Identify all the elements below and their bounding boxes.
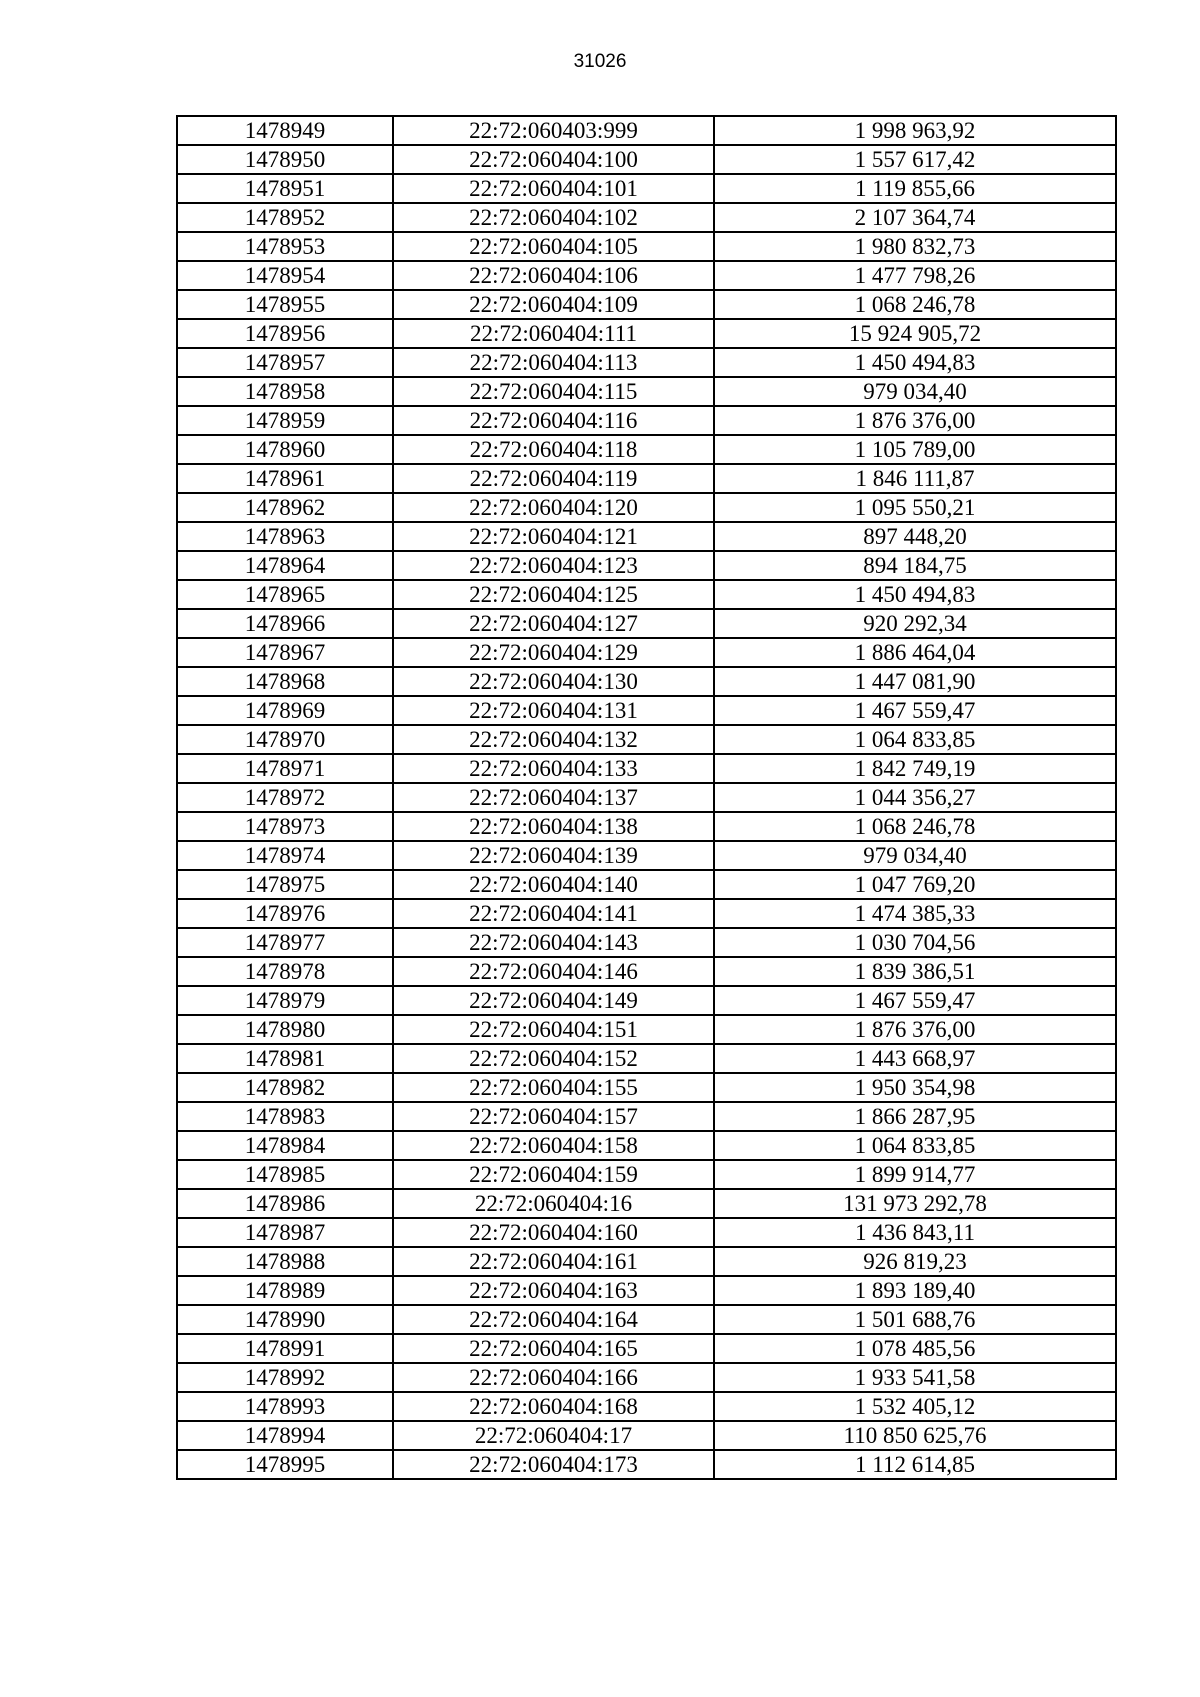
row-number-cell: 1478968 xyxy=(177,667,393,696)
row-number-cell: 1478958 xyxy=(177,377,393,406)
cadastral-number-cell: 22:72:060404:129 xyxy=(393,638,714,667)
cadastral-number-cell: 22:72:060404:155 xyxy=(393,1073,714,1102)
cadastral-number-cell: 22:72:060404:163 xyxy=(393,1276,714,1305)
cadastral-value-cell: 1 467 559,47 xyxy=(714,696,1116,725)
cadastral-value-cell: 110 850 625,76 xyxy=(714,1421,1116,1450)
cadastral-value-cell: 1 557 617,42 xyxy=(714,145,1116,174)
row-number-cell: 1478957 xyxy=(177,348,393,377)
cadastral-value-cell: 1 450 494,83 xyxy=(714,348,1116,377)
row-number-cell: 1478950 xyxy=(177,145,393,174)
cadastral-value-cell: 1 105 789,00 xyxy=(714,435,1116,464)
cadastral-value-cell: 1 474 385,33 xyxy=(714,899,1116,928)
cadastral-number-cell: 22:72:060404:164 xyxy=(393,1305,714,1334)
cadastral-value-cell: 1 501 688,76 xyxy=(714,1305,1116,1334)
cadastral-value-cell: 979 034,40 xyxy=(714,377,1116,406)
table-row xyxy=(177,1160,1116,1189)
table-row xyxy=(177,464,1116,493)
table-row xyxy=(177,522,1116,551)
cadastral-number-cell: 22:72:060404:16 xyxy=(393,1189,714,1218)
table-row xyxy=(177,870,1116,899)
cadastral-number-cell: 22:72:060404:161 xyxy=(393,1247,714,1276)
row-number-cell: 1478974 xyxy=(177,841,393,870)
row-number-cell: 1478961 xyxy=(177,464,393,493)
row-number-cell: 1478980 xyxy=(177,1015,393,1044)
table-row xyxy=(177,1450,1116,1479)
cadastral-number-cell: 22:72:060404:17 xyxy=(393,1421,714,1450)
cadastral-number-cell: 22:72:060404:109 xyxy=(393,290,714,319)
cadastral-value-cell: 1 839 386,51 xyxy=(714,957,1116,986)
cadastral-value-cell: 894 184,75 xyxy=(714,551,1116,580)
row-number-cell: 1478983 xyxy=(177,1102,393,1131)
cadastral-number-cell: 22:72:060404:130 xyxy=(393,667,714,696)
cadastral-value-cell: 1 532 405,12 xyxy=(714,1392,1116,1421)
table-row xyxy=(177,551,1116,580)
cadastral-value-cell: 1 119 855,66 xyxy=(714,174,1116,203)
table-row xyxy=(177,1392,1116,1421)
cadastral-number-cell: 22:72:060404:133 xyxy=(393,754,714,783)
table-row xyxy=(177,696,1116,725)
cadastral-value-cell: 1 998 963,92 xyxy=(714,116,1116,145)
row-number-cell: 1478971 xyxy=(177,754,393,783)
table-body xyxy=(177,116,1116,1479)
row-number-cell: 1478955 xyxy=(177,290,393,319)
cadastral-value-cell: 1 078 485,56 xyxy=(714,1334,1116,1363)
cadastral-value-cell: 15 924 905,72 xyxy=(714,319,1116,348)
row-number-cell: 1478986 xyxy=(177,1189,393,1218)
table-row xyxy=(177,203,1116,232)
cadastral-value-cell: 1 933 541,58 xyxy=(714,1363,1116,1392)
cadastral-number-cell: 22:72:060404:132 xyxy=(393,725,714,754)
cadastral-value-cell: 1 477 798,26 xyxy=(714,261,1116,290)
cadastral-number-cell: 22:72:060404:160 xyxy=(393,1218,714,1247)
cadastral-value-cell: 1 886 464,04 xyxy=(714,638,1116,667)
cadastral-value-cell: 1 450 494,83 xyxy=(714,580,1116,609)
cadastral-number-cell: 22:72:060404:123 xyxy=(393,551,714,580)
row-number-cell: 1478973 xyxy=(177,812,393,841)
cadastral-number-cell: 22:72:060404:140 xyxy=(393,870,714,899)
row-number-cell: 1478982 xyxy=(177,1073,393,1102)
row-number-cell: 1478959 xyxy=(177,406,393,435)
row-number-cell: 1478967 xyxy=(177,638,393,667)
row-number-cell: 1478949 xyxy=(177,116,393,145)
cadastral-value-cell: 1 876 376,00 xyxy=(714,406,1116,435)
cadastral-value-cell: 1 980 832,73 xyxy=(714,232,1116,261)
cadastral-value-cell: 1 044 356,27 xyxy=(714,783,1116,812)
cadastral-value-cell: 1 846 111,87 xyxy=(714,464,1116,493)
cadastral-value-cell: 1 095 550,21 xyxy=(714,493,1116,522)
table-row xyxy=(177,638,1116,667)
page-number: 31026 xyxy=(573,51,627,72)
row-number-cell: 1478960 xyxy=(177,435,393,464)
table-row xyxy=(177,145,1116,174)
cadastral-number-cell: 22:72:060404:137 xyxy=(393,783,714,812)
cadastral-value-cell: 1 447 081,90 xyxy=(714,667,1116,696)
table-row xyxy=(177,986,1116,1015)
cadastral-number-cell: 22:72:060404:151 xyxy=(393,1015,714,1044)
table-row xyxy=(177,580,1116,609)
table-row xyxy=(177,319,1116,348)
row-number-cell: 1478962 xyxy=(177,493,393,522)
table-row xyxy=(177,1247,1116,1276)
cadastral-number-cell: 22:72:060404:141 xyxy=(393,899,714,928)
table-row xyxy=(177,725,1116,754)
cadastral-value-cell: 1 064 833,85 xyxy=(714,1131,1116,1160)
cadastral-value-cell: 1 876 376,00 xyxy=(714,1015,1116,1044)
table-row xyxy=(177,667,1116,696)
cadastral-number-cell: 22:72:060404:166 xyxy=(393,1363,714,1392)
cadastral-value-cell: 979 034,40 xyxy=(714,841,1116,870)
cadastral-number-cell: 22:72:060404:152 xyxy=(393,1044,714,1073)
table-row xyxy=(177,406,1116,435)
row-number-cell: 1478989 xyxy=(177,1276,393,1305)
table-row xyxy=(177,899,1116,928)
cadastral-number-cell: 22:72:060404:113 xyxy=(393,348,714,377)
cadastral-number-cell: 22:72:060404:100 xyxy=(393,145,714,174)
table-row xyxy=(177,609,1116,638)
table-row xyxy=(177,1276,1116,1305)
row-number-cell: 1478951 xyxy=(177,174,393,203)
table-row xyxy=(177,783,1116,812)
cadastral-value-cell: 1 866 287,95 xyxy=(714,1102,1116,1131)
cadastral-number-cell: 22:72:060404:146 xyxy=(393,957,714,986)
cadastral-number-cell: 22:72:060404:159 xyxy=(393,1160,714,1189)
table-row xyxy=(177,435,1116,464)
cadastral-number-cell: 22:72:060404:168 xyxy=(393,1392,714,1421)
cadastral-number-cell: 22:72:060404:143 xyxy=(393,928,714,957)
cadastral-number-cell: 22:72:060403:999 xyxy=(393,116,714,145)
cadastral-number-cell: 22:72:060404:101 xyxy=(393,174,714,203)
table-row xyxy=(177,1015,1116,1044)
row-number-cell: 1478965 xyxy=(177,580,393,609)
table-row xyxy=(177,348,1116,377)
row-number-cell: 1478985 xyxy=(177,1160,393,1189)
row-number-cell: 1478991 xyxy=(177,1334,393,1363)
table-row xyxy=(177,1218,1116,1247)
table-row xyxy=(177,928,1116,957)
cadastral-number-cell: 22:72:060404:127 xyxy=(393,609,714,638)
table-row xyxy=(177,1363,1116,1392)
cadastral-number-cell: 22:72:060404:131 xyxy=(393,696,714,725)
row-number-cell: 1478988 xyxy=(177,1247,393,1276)
row-number-cell: 1478953 xyxy=(177,232,393,261)
table-row xyxy=(177,261,1116,290)
cadastral-number-cell: 22:72:060404:119 xyxy=(393,464,714,493)
cadastral-value-cell: 1 436 843,11 xyxy=(714,1218,1116,1247)
table-row xyxy=(177,493,1116,522)
row-number-cell: 1478977 xyxy=(177,928,393,957)
cadastral-number-cell: 22:72:060404:105 xyxy=(393,232,714,261)
row-number-cell: 1478972 xyxy=(177,783,393,812)
row-number-cell: 1478992 xyxy=(177,1363,393,1392)
cadastral-number-cell: 22:72:060404:157 xyxy=(393,1102,714,1131)
row-number-cell: 1478976 xyxy=(177,899,393,928)
row-number-cell: 1478981 xyxy=(177,1044,393,1073)
row-number-cell: 1478963 xyxy=(177,522,393,551)
cadastral-value-cell: 1 893 189,40 xyxy=(714,1276,1116,1305)
cadastral-value-cell: 1 068 246,78 xyxy=(714,290,1116,319)
cadastral-value-cell: 1 064 833,85 xyxy=(714,725,1116,754)
cadastral-value-cell: 1 950 354,98 xyxy=(714,1073,1116,1102)
cadastral-value-cell: 897 448,20 xyxy=(714,522,1116,551)
table-row xyxy=(177,290,1116,319)
row-number-cell: 1478984 xyxy=(177,1131,393,1160)
row-number-cell: 1478964 xyxy=(177,551,393,580)
cadastral-number-cell: 22:72:060404:102 xyxy=(393,203,714,232)
row-number-cell: 1478969 xyxy=(177,696,393,725)
cadastral-value-cell: 1 467 559,47 xyxy=(714,986,1116,1015)
table-row xyxy=(177,1421,1116,1450)
cadastral-number-cell: 22:72:060404:149 xyxy=(393,986,714,1015)
row-number-cell: 1478993 xyxy=(177,1392,393,1421)
row-number-cell: 1478954 xyxy=(177,261,393,290)
row-number-cell: 1478952 xyxy=(177,203,393,232)
row-number-cell: 1478970 xyxy=(177,725,393,754)
table-row xyxy=(177,1073,1116,1102)
row-number-cell: 1478966 xyxy=(177,609,393,638)
table-row xyxy=(177,841,1116,870)
row-number-cell: 1478978 xyxy=(177,957,393,986)
cadastral-value-cell: 1 112 614,85 xyxy=(714,1450,1116,1479)
cadastral-number-cell: 22:72:060404:173 xyxy=(393,1450,714,1479)
cadastral-value-cell: 1 068 246,78 xyxy=(714,812,1116,841)
table-row xyxy=(177,1189,1116,1218)
cadastral-value-cell: 926 819,23 xyxy=(714,1247,1116,1276)
cadastral-value-cell: 131 973 292,78 xyxy=(714,1189,1116,1218)
table-row xyxy=(177,232,1116,261)
table-row xyxy=(177,812,1116,841)
cadastral-value-cell: 1 047 769,20 xyxy=(714,870,1116,899)
cadastral-number-cell: 22:72:060404:139 xyxy=(393,841,714,870)
row-number-cell: 1478990 xyxy=(177,1305,393,1334)
table-row xyxy=(177,116,1116,145)
cadastral-value-cell: 1 443 668,97 xyxy=(714,1044,1116,1073)
row-number-cell: 1478956 xyxy=(177,319,393,348)
table-row xyxy=(177,1305,1116,1334)
table-row xyxy=(177,754,1116,783)
row-number-cell: 1478979 xyxy=(177,986,393,1015)
row-number-cell: 1478995 xyxy=(177,1450,393,1479)
cadastral-number-cell: 22:72:060404:158 xyxy=(393,1131,714,1160)
table-row xyxy=(177,1044,1116,1073)
cadastral-number-cell: 22:72:060404:111 xyxy=(393,319,714,348)
row-number-cell: 1478975 xyxy=(177,870,393,899)
cadastral-number-cell: 22:72:060404:120 xyxy=(393,493,714,522)
cadastral-number-cell: 22:72:060404:121 xyxy=(393,522,714,551)
row-number-cell: 1478987 xyxy=(177,1218,393,1247)
row-number-cell: 1478994 xyxy=(177,1421,393,1450)
cadastral-number-cell: 22:72:060404:125 xyxy=(393,580,714,609)
table-row xyxy=(177,957,1116,986)
table-row xyxy=(177,1131,1116,1160)
cadastral-number-cell: 22:72:060404:118 xyxy=(393,435,714,464)
cadastral-value-cell: 920 292,34 xyxy=(714,609,1116,638)
cadastral-number-cell: 22:72:060404:115 xyxy=(393,377,714,406)
table-row xyxy=(177,1102,1116,1131)
cadastral-value-cell: 1 842 749,19 xyxy=(714,754,1116,783)
table-row xyxy=(177,174,1116,203)
cadastral-value-cell: 1 030 704,56 xyxy=(714,928,1116,957)
table-row xyxy=(177,1334,1116,1363)
cadastral-number-cell: 22:72:060404:165 xyxy=(393,1334,714,1363)
cadastral-value-cell: 1 899 914,77 xyxy=(714,1160,1116,1189)
table-row xyxy=(177,377,1116,406)
cadastral-number-cell: 22:72:060404:138 xyxy=(393,812,714,841)
cadastral-number-cell: 22:72:060404:116 xyxy=(393,406,714,435)
cadastral-value-cell: 2 107 364,74 xyxy=(714,203,1116,232)
cadastral-value-table xyxy=(176,115,1117,1480)
cadastral-number-cell: 22:72:060404:106 xyxy=(393,261,714,290)
